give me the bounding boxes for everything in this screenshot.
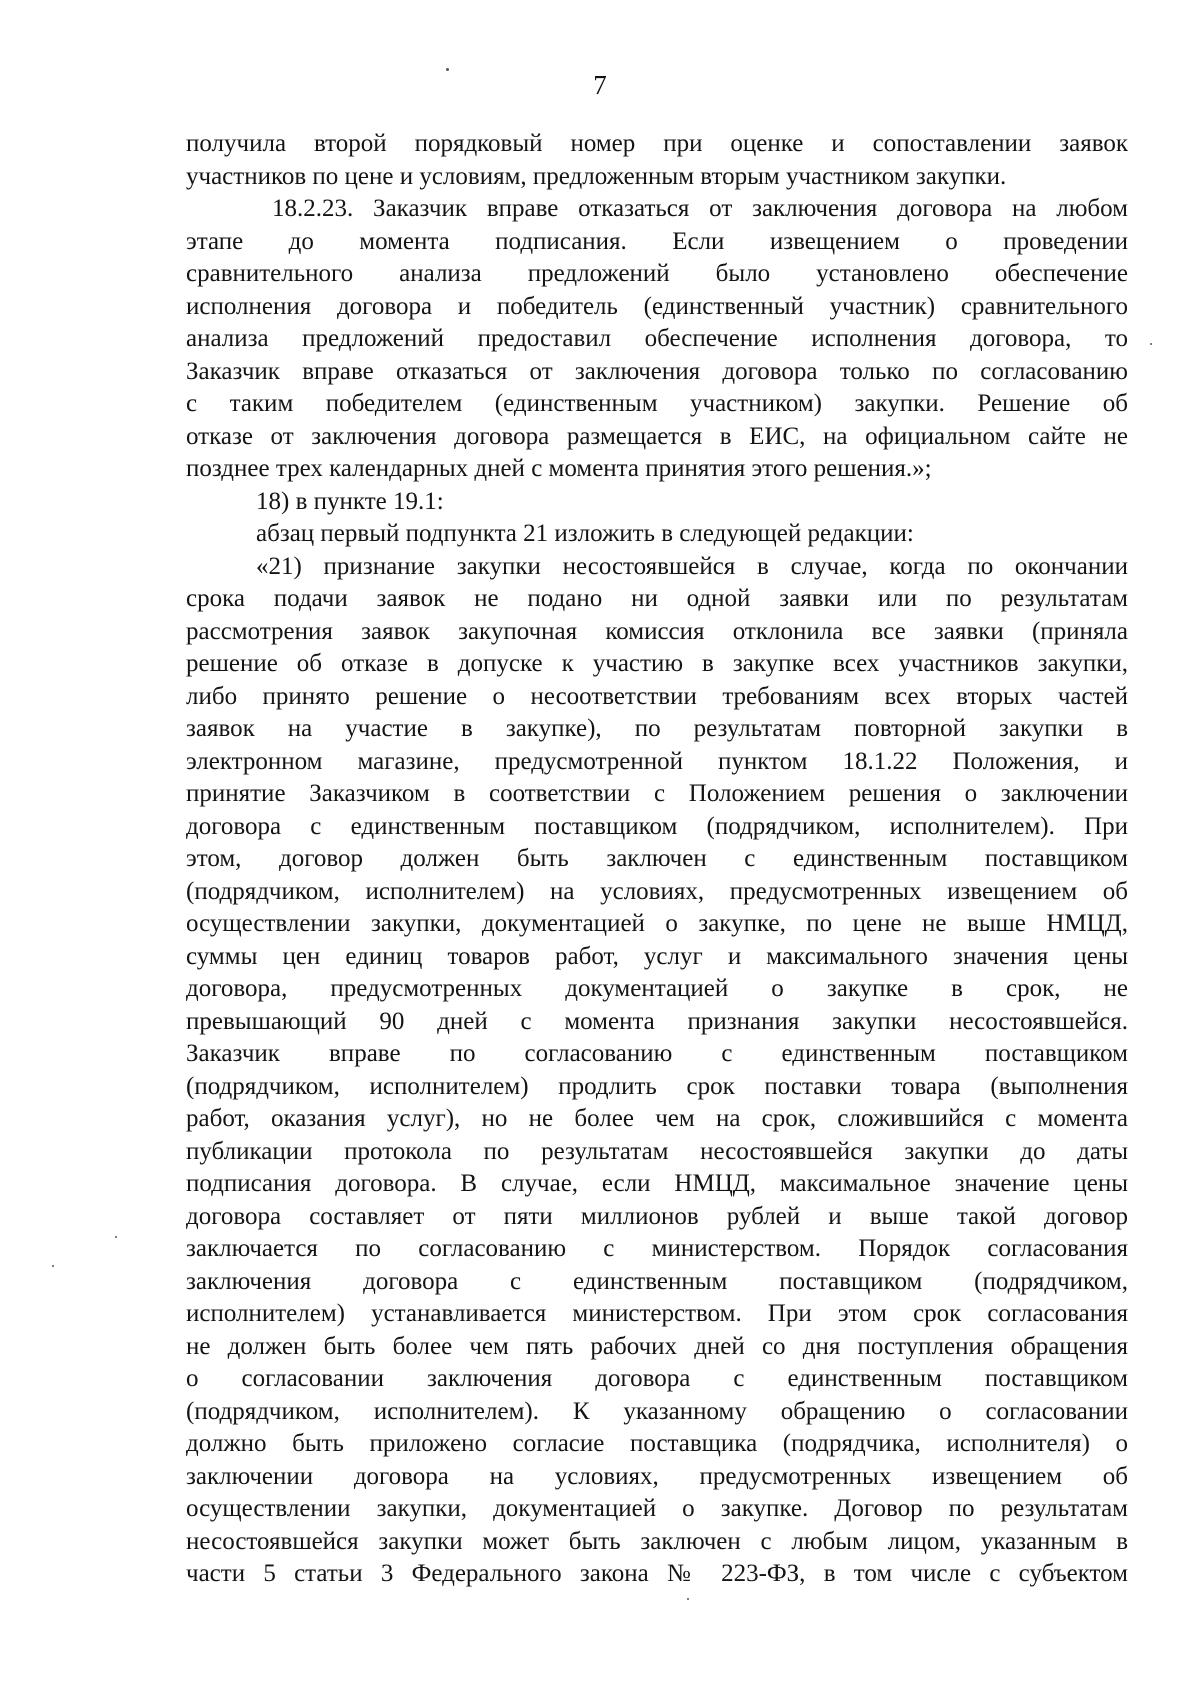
page-number: 7 [593, 70, 607, 100]
text-line: «21) признание закупки несостоявшейся в случае, когда по окончании [256, 552, 1128, 580]
text-line: подписания договора. В случае, если НМЦД, максимальное значение цены [186, 1170, 1128, 1197]
text-line: о согласовании заключения договора с единственным поставщиком [186, 1365, 1128, 1392]
text-line: рассмотрения заявок закупочная комиссия отклонила все заявки (приняла [186, 617, 1128, 645]
text-line: Заказчик вправе отказаться от заключения договора только по согласованию [186, 357, 1128, 385]
text-line: сравнительного анализа предложений было установлено обеспечение [186, 260, 1128, 287]
text-line: срока подачи заявок не подано ни одной заявки или по результатам [186, 585, 1128, 612]
text-line: осуществлении закупки, документацией о закупке. Договор по результатам [186, 1495, 1128, 1522]
text-line: абзац первый подпункта 21 изложить в следующей редакции: [256, 520, 914, 547]
text-line: договора с единственным поставщиком (подрядчиком, исполнителем). При [186, 812, 1128, 840]
scan-speck [687, 1598, 689, 1600]
text-line: работ, оказания услуг), но не более чем на срок, сложившийся с момента [186, 1105, 1128, 1132]
text-line: заключении договора на условиях, предусмотренных извещением об [186, 1462, 1128, 1490]
text-line: не должен быть более чем пять рабочих дней со дня поступления обращения [186, 1332, 1128, 1360]
text-line: (подрядчиком, исполнителем) на условиях, предусмотренных извещением об [186, 877, 1128, 905]
text-line: договора, предусмотренных документацией о закупке в срок, не [186, 975, 1128, 1002]
text-line: несостоявшейся закупки может быть заключен с любым лицом, указанным в [186, 1527, 1128, 1555]
text-line: части 5 статьи 3 Федерального закона № 223-ФЗ, в том числе с субъектом [186, 1560, 1128, 1587]
text-line: этапе до момента подписания. Если извещением о проведении [186, 227, 1128, 255]
text-line: 18) в пункте 19.1: [256, 487, 444, 515]
text-line: Заказчик вправе по согласованию с единственным поставщиком [186, 1040, 1128, 1067]
text-line: анализа предложений предоставил обеспечение исполнения договора, то [186, 325, 1128, 352]
text-line: отказе от заключения договора размещается в ЕИС, на официальном сайте не [186, 422, 1128, 450]
text-line: электронном магазине, предусмотренной пунктом 18.1.22 Положения, и [186, 747, 1128, 775]
text-line: заключения договора с единственным поставщиком (подрядчиком, [186, 1267, 1128, 1295]
text-line: этом, договор должен быть заключен с единственным поставщиком [186, 845, 1128, 872]
text-line: принятие Заказчиком в соответствии с Положением решения о заключении [186, 780, 1128, 807]
text-line: договора составляет от пяти миллионов рублей и выше такой договор [186, 1202, 1128, 1230]
body-text [186, 128, 1128, 1591]
text-line: либо принято решение о несоответствии требованиям всех вторых частей [186, 682, 1128, 710]
text-line: публикации протокола по результатам несостоявшейся закупки до даты [186, 1137, 1128, 1165]
text-line: суммы цен единиц товаров работ, услуг и максимального значения цены [186, 942, 1128, 970]
scan-speck [446, 68, 449, 71]
text-line: позднее трех календарных дней с момента принятия этого решения.»; [186, 455, 932, 482]
text-line: участников по цене и условиям, предложенным вторым участником закупки. [186, 162, 1007, 190]
scan-speck [115, 1236, 117, 1238]
text-line: заключается по согласованию с министерством. Порядок согласования [186, 1235, 1128, 1262]
text-line: получила второй порядковый номер при оценке и сопоставлении заявок [186, 130, 1128, 157]
text-line: (подрядчиком, исполнителем). К указанному обращению о согласовании [186, 1397, 1128, 1425]
text-line: (подрядчиком, исполнителем) продлить срок поставки товара (выполнения [186, 1072, 1128, 1100]
text-line: заявок на участие в закупке), по результатам повторной закупки в [186, 715, 1128, 742]
scan-speck [1150, 343, 1152, 345]
text-line: решение об отказе в допуске к участию в закупке всех участников закупки, [186, 650, 1128, 677]
text-line: превышающий 90 дней с момента признания закупки несостоявшейся. [186, 1007, 1128, 1035]
text-line: 18.2.23. Заказчик вправе отказаться от заключения договора на любом [272, 195, 1128, 222]
text-line: исполнителем) устанавливается министерством. При этом срок согласования [186, 1300, 1128, 1327]
text-line: исполнения договора и победитель (единственный участник) сравнительного [186, 292, 1128, 320]
scan-speck [52, 1265, 54, 1267]
text-line: должно быть приложено согласие поставщика (подрядчика, исполнителя) о [186, 1430, 1128, 1457]
text-line: с таким победителем (единственным участником) закупки. Решение об [186, 390, 1128, 417]
text-line: осуществлении закупки, документацией о закупке, по цене не выше НМЦД, [186, 910, 1128, 937]
